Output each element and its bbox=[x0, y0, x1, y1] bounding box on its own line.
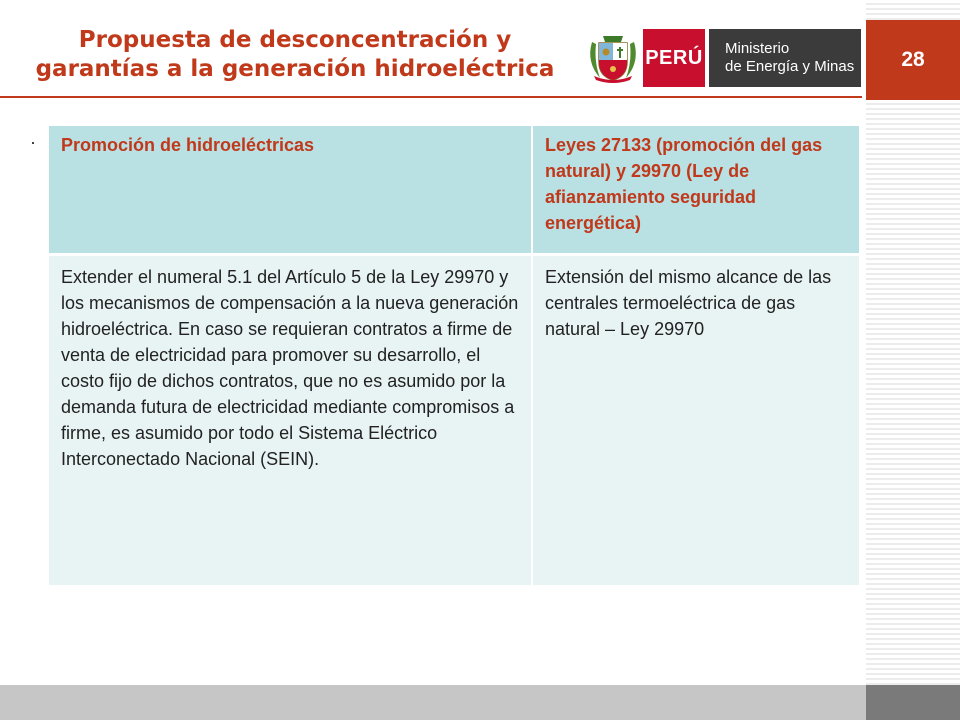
peru-coat-of-arms-icon bbox=[586, 32, 640, 84]
ministry-logo-line-1: Ministerio bbox=[725, 40, 790, 57]
table-row bbox=[49, 254, 859, 585]
footer-corner-block bbox=[866, 685, 960, 720]
bullet-marker: · bbox=[30, 132, 36, 152]
table-header-cell: Promoción de hidroeléctricas bbox=[49, 126, 532, 254]
slide-title bbox=[0, 26, 590, 84]
table-header-cell: Leyes 27133 (promoción del gas natural) y 29970 (Ley de afianzamiento seguridad energética) bbox=[532, 126, 859, 254]
ministry-logo bbox=[709, 29, 861, 87]
table-cell: Extender el numeral 5.1 del Artículo 5 de la Ley 29970 y los mecanismos de compensación a la nueva generación hidroeléctrica. En caso se requieran contratos a firme de venta de electricidad para promover su desarrollo, el costo fijo de dichos contratos, que no es asumido por la demanda futura de electricidad mediante compromisos a firme, es asumido por todo el Sistema Eléctrico Interconectado Nacional (SEIN). bbox=[49, 254, 532, 585]
page-number-badge bbox=[866, 20, 960, 100]
peru-logo-text: PERÚ bbox=[645, 46, 703, 69]
ministry-logo-line-2: de Energía y Minas bbox=[725, 58, 855, 75]
peru-logo bbox=[643, 29, 705, 87]
proposal-table bbox=[49, 126, 859, 585]
right-side-strip bbox=[866, 0, 960, 720]
title-divider bbox=[0, 96, 862, 98]
table-cell: Extensión del mismo alcance de las centrales termoeléctrica de gas natural – Ley 29970 bbox=[532, 254, 859, 585]
table-header-row bbox=[49, 126, 859, 254]
page-number: 28 bbox=[901, 48, 925, 71]
slide-title-line-2: garantías a la generación hidroeléctrica bbox=[35, 56, 555, 82]
slide-title-line-1: Propuesta de desconcentración y bbox=[78, 27, 512, 53]
footer-bar bbox=[0, 685, 866, 720]
